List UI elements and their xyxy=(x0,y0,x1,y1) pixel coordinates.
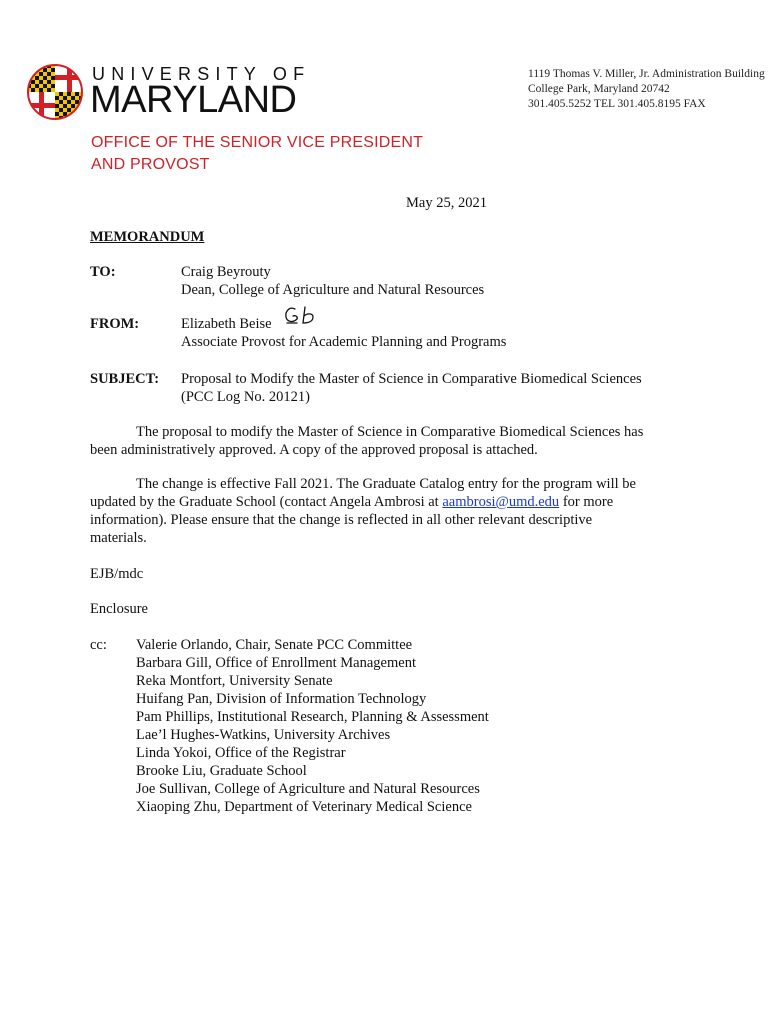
cc-recipient: Joe Sullivan, College of Agriculture and Natural Resources xyxy=(136,781,480,797)
cc-recipient: Valerie Orlando, Chair, Senate PCC Committee xyxy=(136,637,413,653)
signature-initials-icon xyxy=(283,303,321,327)
university-name: MARYLAND xyxy=(90,79,297,121)
cc-recipient: Xiaoping Zhu, Department of Veterinary Medical Science xyxy=(136,799,472,815)
memo-date: May 25, 2021 xyxy=(406,195,487,211)
paragraph-line: been administratively approved. A copy of the approved proposal is attached. xyxy=(90,442,538,458)
cc-recipient: Lae’l Hughes-Watkins, University Archives xyxy=(136,727,391,743)
cc-recipient: Brooke Liu, Graduate School xyxy=(136,763,307,779)
umd-crest-icon xyxy=(27,64,83,120)
address-block xyxy=(528,67,765,112)
to-title: Dean, College of Agriculture and Natural Resources xyxy=(181,282,485,298)
paragraph-line: information). Please ensure that the change is reflected in all other relevant descriptive xyxy=(90,512,593,528)
subject-line-1: Proposal to Modify the Master of Science in Comparative Biomedical Sciences xyxy=(181,371,642,387)
from-title: Associate Provost for Academic Planning and Programs xyxy=(181,334,507,350)
paragraph-line xyxy=(90,493,670,511)
address-line-3: 301.405.5252 TEL 301.405.8195 FAX xyxy=(528,98,706,110)
cc-recipient: Barbara Gill, Office of Enrollment Management xyxy=(136,655,416,671)
cc-recipient-list xyxy=(136,636,489,816)
from-name: Elizabeth Beise xyxy=(181,316,272,332)
office-line-2: AND PROVOST xyxy=(91,156,210,173)
to-name: Craig Beyrouty xyxy=(181,264,271,280)
office-name xyxy=(91,132,423,176)
paragraph-line: The change is effective Fall 2021. The Graduate Catalog entry for the program will be xyxy=(136,476,636,492)
subject-line-2: (PCC Log No. 20121) xyxy=(181,389,310,405)
cc-recipient: Huifang Pan, Division of Information Technology xyxy=(136,691,427,707)
cc-recipient: Reka Montfort, University Senate xyxy=(136,673,333,689)
paragraph-approval xyxy=(90,423,670,459)
office-line-1: OFFICE OF THE SENIOR VICE PRESIDENT xyxy=(91,134,424,151)
paragraph-effective xyxy=(90,475,670,547)
paragraph-line: materials. xyxy=(90,530,147,546)
paragraph-text: updated by the Graduate School (contact Angela Ambrosi at xyxy=(90,494,443,510)
from-label: FROM: xyxy=(90,316,140,332)
address-line-1: 1119 Thomas V. Miller, Jr. Administration Building xyxy=(528,68,765,80)
email-link[interactable]: aambrosi@umd.edu xyxy=(442,494,560,510)
initials-text: EJB/mdc xyxy=(90,566,144,582)
address-line-2: College Park, Maryland 20742 xyxy=(528,83,670,95)
subject-label: SUBJECT: xyxy=(90,371,160,387)
cc-recipient: Linda Yokoi, Office of the Registrar xyxy=(136,745,346,761)
enclosure-text: Enclosure xyxy=(90,601,148,617)
to-label: TO: xyxy=(90,264,116,280)
university-of-text: UNIVERSITY OF xyxy=(92,64,311,84)
cc-label: cc: xyxy=(90,637,107,653)
paragraph-line: The proposal to modify the Master of Science in Comparative Biomedical Sciences has xyxy=(136,424,644,440)
memo-heading: MEMORANDUM xyxy=(90,229,205,245)
paragraph-text: for more xyxy=(559,494,614,510)
cc-recipient: Pam Phillips, Institutional Research, Planning & Assessment xyxy=(136,709,489,725)
